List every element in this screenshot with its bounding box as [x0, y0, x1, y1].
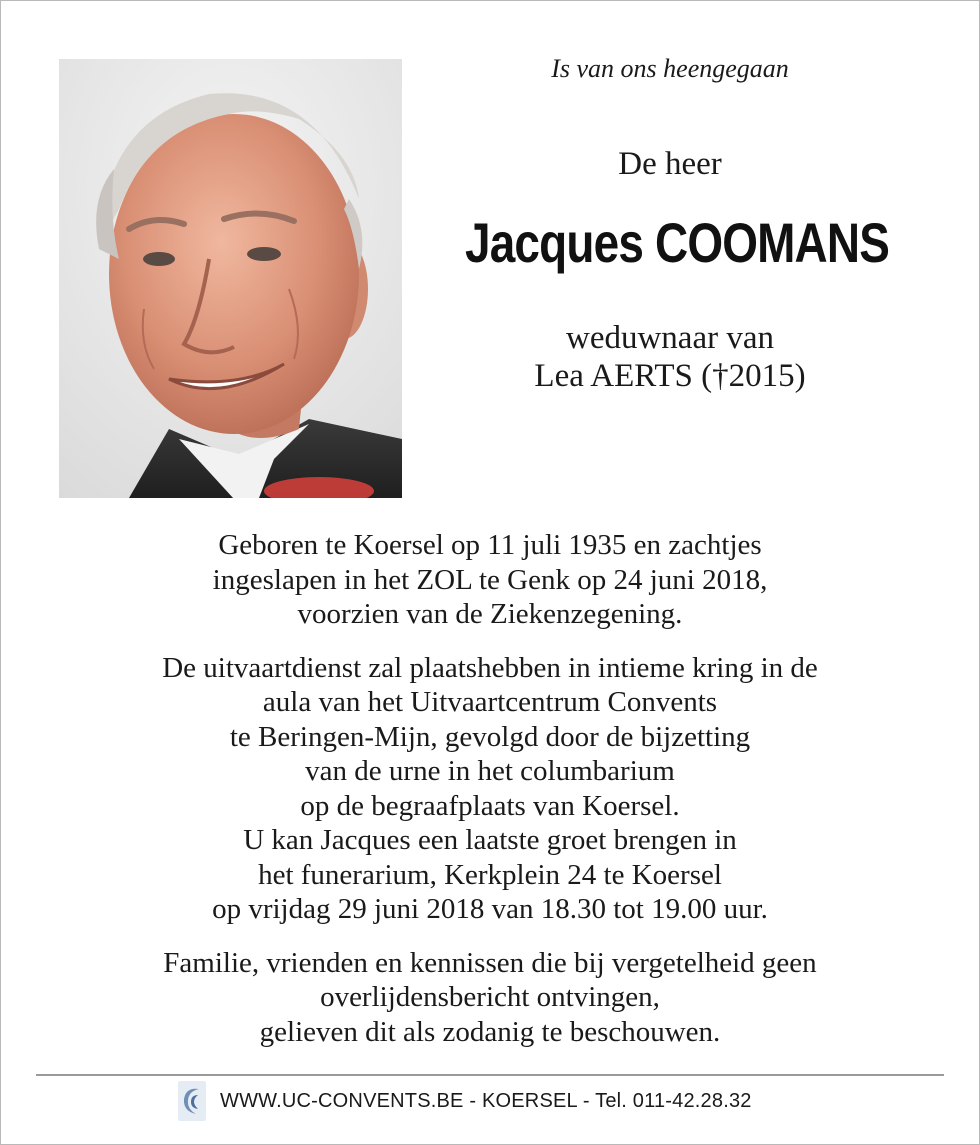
footer-divider: [36, 1074, 944, 1076]
text-line: gelieven dit als zodanig te beschouwen.: [259, 1015, 721, 1048]
funeral-paragraph: [40, 651, 940, 927]
family-note-paragraph: [40, 946, 940, 1050]
text-line: op de begraafplaats van Koersel.: [300, 789, 680, 822]
birth-death-paragraph: [40, 528, 940, 632]
portrait-image: [59, 59, 402, 498]
footer: [178, 1080, 752, 1122]
header-section: [420, 50, 920, 395]
spouse-name: Lea AERTS (†2015): [534, 358, 806, 394]
text-line: te Beringen-Mijn, gevolgd door de bijzetting: [229, 720, 751, 753]
text-line: overlijdensbericht ontvingen,: [320, 981, 660, 1013]
portrait-photo: [59, 59, 402, 498]
text-line: voorzien van de Ziekenzegening.: [297, 598, 683, 630]
spouse-label: weduwnaar van: [566, 320, 774, 356]
text-line: van de urne in het columbarium: [305, 755, 675, 787]
intro-line: Is van ons heengegaan: [551, 54, 789, 83]
text-line: De uitvaartdienst zal plaatshebben in intieme kring in de: [162, 651, 818, 684]
text-line: op vrijdag 29 juni 2018 van 18.30 tot 19.00 uur.: [212, 893, 768, 925]
text-line: U kan Jacques een laatste groet brengen in: [243, 824, 737, 856]
text-line: Familie, vrienden en kennissen die bij vergetelheid geen: [163, 946, 817, 979]
text-line: ingeslapen in het ZOL te Genk op 24 juni 2018,: [212, 563, 768, 596]
text-line: het funerarium, Kerkplein 24 te Koersel: [258, 858, 722, 891]
salutation: De heer: [618, 146, 722, 182]
deceased-name: Jacques COOMANS: [465, 211, 890, 274]
uc-convents-logo-icon: [178, 1081, 206, 1121]
notice-body: [40, 528, 940, 1068]
footer-contact: WWW.UC-CONVENTS.BE - KOERSEL - Tel. 011-42.28.32: [220, 1089, 752, 1112]
text-line: Geboren te Koersel op 11 juli 1935 en zachtjes: [218, 529, 762, 561]
text-line: aula van het Uitvaartcentrum Convents: [262, 686, 718, 718]
